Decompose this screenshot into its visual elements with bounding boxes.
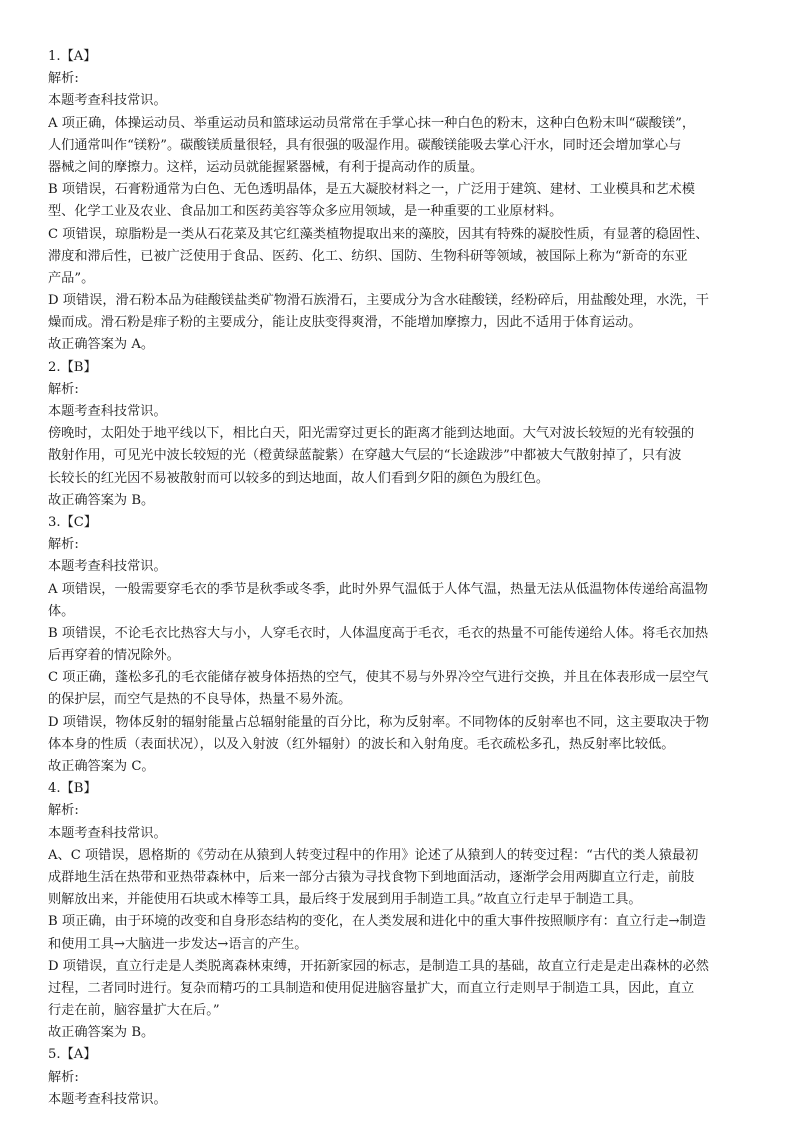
- text-line: A 项正确，体操运动员、举重运动员和篮球运动员常常在手掌心抹一种白色的粉末，这种白色粉末叫“碳酸镁”，: [48, 115, 696, 131]
- question-number: 3.【C】: [48, 514, 98, 530]
- answer-line: 故正确答案为 C。: [48, 759, 155, 774]
- text-line: A 项错误，一般需要穿毛衣的季节是秋季或冬季，此时外界气温低于人体气温，热量无法从低温物体传递给高温物: [48, 581, 708, 597]
- text-line: 滞度和滞后性，已被广泛使用于食品、医药、化工、纺织、国防、生物科研等领域，被国际上称为“新奇的东亚: [48, 248, 688, 264]
- text-line: B 项错误，石膏粉通常为白色、无色透明晶体，是五大凝胶材料之一，广泛用于建筑、建材、工业模具和艺术模: [48, 182, 695, 198]
- text-line: C 项正确，蓬松多孔的毛衣能储存被身体捂热的空气，使其不易与外界冷空气进行交换，并且在体表形成一层空气: [48, 670, 709, 686]
- question-block: [48, 357, 754, 512]
- text-line: 和使用工具→大脑进一步发达→语言的产生。: [48, 936, 308, 952]
- topic-line: 本题考查科技常识。: [48, 404, 167, 419]
- question-number: 2.【B】: [48, 359, 97, 375]
- question-block: [48, 778, 754, 1044]
- question-block: [48, 46, 754, 357]
- question-number: 5.【A】: [48, 1047, 97, 1063]
- text-line: 傍晚时，太阳处于地平线以下，相比白天，阳光需穿过更长的距离才能到达地面。大气对波长较短的光有较强的: [48, 426, 695, 442]
- question-number: 1.【A】: [48, 49, 97, 64]
- text-line: 则解放出来，并能使用石块或木棒等工具，最后终于发展到用手制造工具。”故直立行走早于制造工具。: [48, 892, 642, 908]
- question-number: 4.【B】: [48, 781, 97, 797]
- text-line: 型、化学工业及农业、食品加工和医药美容等众多应用领域，是一种重要的工业原材料。: [48, 204, 563, 220]
- text-line: D 项错误，滑石粉本品为硅酸镁盐类矿物滑石族滑石，主要成分为含水硅酸镁，经粉碎后，用盐酸处理，水洗，干: [48, 293, 709, 309]
- analysis-label: 解析:: [48, 71, 79, 87]
- text-line: B 项正确，由于环境的改变和自身形态结构的变化，在人类发展和进化中的重大事件按照顺序有：直立行走→制造: [48, 914, 706, 930]
- topic-line: 本题考查科技常识。: [48, 1091, 167, 1107]
- text-line: B 项错误，不论毛衣比热容大与小，人穿毛衣时，人体温度高于毛衣，毛衣的热量不可能传递给人体。将毛衣加热: [48, 625, 709, 641]
- text-line: 成群地生活在热带和亚热带森林中，后来一部分古猿为寻找食物下到地面活动，逐渐学会用两脚直立行走，前肢: [48, 869, 695, 885]
- answer-line: 故正确答案为 B。: [48, 1025, 155, 1041]
- question-block: [48, 1044, 754, 1111]
- answer-line: 故正确答案为 A。: [48, 337, 155, 353]
- text-line: 燥而成。滑石粉是痱子粉的主要成分，能让皮肤变得爽滑，不能增加摩擦力，因此不适用于体育运动。: [48, 315, 642, 331]
- text-line: 体本身的性质（表面状况），以及入射波（红外辐射）的波长和入射角度。毛衣疏松多孔，热反射率比较低。: [48, 736, 675, 752]
- answer-line: 故正确答案为 B。: [48, 492, 155, 508]
- text-line: 长较长的红光因不易被散射而可以较多的到达地面，故人们看到夕阳的颜色为殷红色。: [48, 470, 550, 486]
- question-block: [48, 512, 754, 778]
- text-line: 的保护层，而空气是热的不良导体，热量不易外流。: [48, 692, 352, 708]
- text-line: A、C 项错误，恩格斯的《劳动在从猿到人转变过程中的作用》论述了从猿到人的转变过程：“古代的类人猿最初: [48, 847, 699, 863]
- text-line: 散射作用，可见光中波长较短的光（橙黄绿蓝靛紫）在穿越大气层的“长途跋涉”中都被大气散射掉了，只有波: [48, 448, 682, 464]
- text-line: D 项错误，物体反射的辐射能量占总辐射能量的百分比，称为反射率。不同物体的反射率也不同，这主要取决于物: [48, 714, 709, 730]
- answer-analysis-document: [48, 46, 754, 1111]
- analysis-label: 解析:: [48, 381, 79, 397]
- text-line: 行走在前，脑容量扩大在后。”: [48, 1003, 220, 1019]
- text-line: C 项错误，琼脂粉是一类从石花菜及其它红藻类植物提取出来的藻胶，因其有特殊的凝胶性质，有显著的稳固性、: [48, 226, 709, 242]
- topic-line: 本题考查科技常识。: [48, 825, 167, 841]
- text-line: 后再穿着的情况除外。: [48, 648, 180, 664]
- analysis-label: 解析:: [48, 537, 79, 553]
- topic-line: 本题考查科技常识。: [48, 559, 167, 575]
- text-line: 器械之间的摩擦力。这样，运动员就能握紧器械，有利于提高动作的质量。: [48, 159, 484, 175]
- text-line: 人们通常叫作“镁粉”。碳酸镁质量很轻，具有很强的吸湿作用。碳酸镁能吸去掌心汗水，同时还会增加掌心与: [48, 137, 682, 153]
- text-line: 过程，二者同时进行。复杂而精巧的工具制造和使用促进脑容量扩大，而直立行走则早于制造工具，因此，直立: [48, 980, 695, 996]
- topic-line: 本题考查科技常识。: [48, 93, 167, 109]
- analysis-label: 解析:: [48, 1069, 79, 1085]
- text-line: D 项错误，直立行走是人类脱离森林束缚，开拓新家园的标志，是制造工具的基础，故直立行走是走出森林的必然: [48, 958, 709, 974]
- text-line: 体。: [48, 603, 75, 619]
- text-line: 产品”。: [48, 270, 95, 286]
- analysis-label: 解析:: [48, 803, 79, 819]
